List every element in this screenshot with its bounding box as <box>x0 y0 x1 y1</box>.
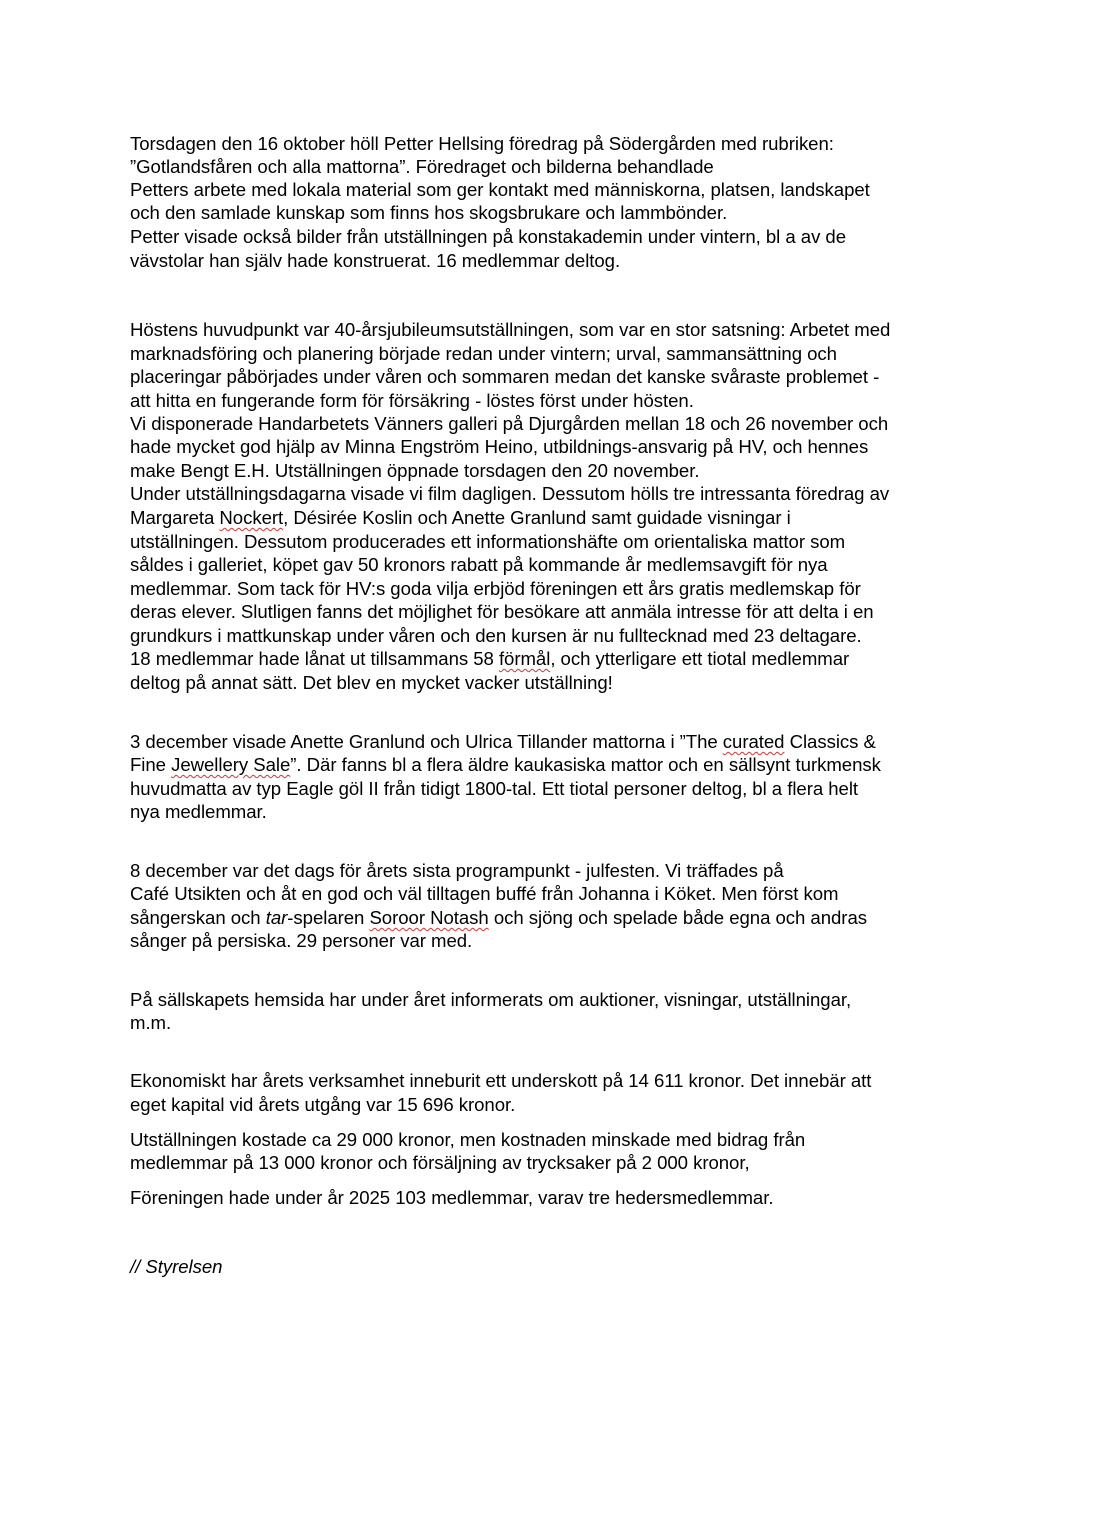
paragraph-2-line-8: Under utställningsdagarna visade vi film dagligen. Dessutom hölls tre intressanta föredrag av <box>130 483 890 504</box>
paragraph-2-line-6: hade mycket god hjälp av Minna Engström Heino, utbildnings-ansvarig på HV, och hennes <box>130 436 869 457</box>
spellcheck-word-soroor-notash[interactable]: Soroor Notash <box>369 907 489 928</box>
paragraph-1-line-6: vävstolar han själv hade konstruerat. 16 medlemmar deltog. <box>130 250 621 271</box>
paragraph-2-line-9 <box>130 507 791 529</box>
paragraph-2-line-13: deras elever. Slutligen fanns det möjlighet för besökare att anmäla intresse för att delta i en <box>130 601 874 622</box>
paragraph-2-line-4: att hitta en fungerande form för försäkring - löstes först under hösten. <box>130 390 694 411</box>
paragraph-3-line-2 <box>130 754 881 776</box>
paragraph-2-line-16: deltog på annat sätt. Det blev en mycket vacker utställning! <box>130 672 613 693</box>
spellcheck-word-jewellery-sale[interactable]: Jewellery Sale <box>171 754 291 775</box>
text-segment: sångerskan och <box>130 907 266 928</box>
text-segment: Classics & <box>784 731 876 752</box>
paragraph-2-line-3: placeringar påbörjades under våren och sommaren medan det kanske svåraste problemet - <box>130 366 880 387</box>
italic-word-tar: tar <box>265 907 288 928</box>
paragraph-2-line-14: grundkurs i mattkunskap under våren och den kursen är nu fulltecknad med 23 deltagare. <box>130 625 862 646</box>
paragraph-8-line-1: Föreningen hade under år 2025 103 medlemmar, varav tre hedersmedlemmar. <box>130 1187 774 1208</box>
paragraph-1-line-1: Torsdagen den 16 oktober höll Petter Hellsing föredrag på Södergården med rubriken: <box>130 133 834 154</box>
paragraph-7-line-2: medlemmar på 13 000 kronor och försäljning av trycksaker på 2 000 kronor, <box>130 1152 750 1173</box>
paragraph-1-line-5: Petter visade också bilder från utställningen på konstakademin under vintern, bl a av de <box>130 226 847 247</box>
paragraph-2-line-12: medlemmar. Som tack för HV:s goda vilja erbjöd föreningen ett års gratis medlemskap för <box>130 578 861 599</box>
paragraph-5-line-2: m.m. <box>130 1012 172 1033</box>
text-segment: Fine <box>130 754 172 775</box>
paragraph-5-line-1: På sällskapets hemsida har under året informerats om auktioner, visningar, utställningar, <box>130 989 852 1010</box>
paragraph-2-line-7: make Bengt E.H. Utställningen öppnade torsdagen den 20 november. <box>130 460 700 481</box>
paragraph-4-line-2: Café Utsikten och åt en god och väl tilltagen buffé från Johanna i Köket. Men först kom <box>130 883 839 904</box>
spellcheck-word-curated[interactable]: curated <box>722 731 785 752</box>
paragraph-1-line-2: ”Gotlandsfåren och alla mattorna”. Föredraget och bilderna behandlade <box>130 156 714 177</box>
text-segment: , Désirée Koslin och Anette Granlund samt guidade visningar i <box>283 507 791 528</box>
text-segment: ”. Där fanns bl a flera äldre kaukasiska mattor och en sällsynt turkmensk <box>290 754 881 775</box>
paragraph-7-line-1: Utställningen kostade ca 29 000 kronor, men kostnaden minskade med bidrag från <box>130 1129 806 1150</box>
paragraph-4-line-4: sånger på persiska. 29 personer var med. <box>130 930 473 951</box>
paragraph-2-line-15 <box>130 648 849 670</box>
paragraph-1-line-3: Petters arbete med lokala material som ger kontakt med människorna, platsen, landskapet <box>130 179 870 200</box>
paragraph-6-line-1: Ekonomiskt har årets verksamhet inneburit ett underskott på 14 611 kronor. Det innebär att <box>130 1070 872 1091</box>
paragraph-2-line-10: utställningen. Dessutom producerades ett informationshäfte om orientaliska mattor som <box>130 531 846 552</box>
signature: // Styrelsen <box>130 1256 223 1277</box>
paragraph-3-line-3: huvudmatta av typ Eagle göl II från tidigt 1800-tal. Ett tiotal personer deltog, bl a flera helt <box>130 778 859 799</box>
text-segment: 3 december visade Anette Granlund och Ulrica Tillander mattorna i ”The <box>130 731 723 752</box>
text-segment: , och ytterligare ett tiotal medlemmar <box>550 648 850 669</box>
paragraph-2-line-5: Vi disponerade Handarbetets Vänners galleri på Djurgården mellan 18 och 26 november och <box>130 413 889 434</box>
paragraph-3-line-4: nya medlemmar. <box>130 801 267 822</box>
text-segment: 18 medlemmar hade lånat ut tillsammans 58 <box>130 648 499 669</box>
spellcheck-word-formal[interactable]: förmål <box>498 648 551 669</box>
text-segment: Margareta <box>130 507 220 528</box>
paragraph-2-line-11: såldes i galleriet, köpet gav 50 kronors rabatt på kommande år medlemsavgift för nya <box>130 554 828 575</box>
paragraph-4-line-1: 8 december var det dags för årets sista programpunkt - julfesten. Vi träffades på <box>130 860 784 881</box>
paragraph-4-line-3 <box>130 907 867 929</box>
spellcheck-word-nockert[interactable]: Nockert <box>219 507 284 528</box>
text-segment: och sjöng och spelade både egna och andras <box>488 907 867 928</box>
paragraph-6-line-2: eget kapital vid årets utgång var 15 696 kronor. <box>130 1094 516 1115</box>
paragraph-2-line-1: Höstens huvudpunkt var 40-årsjubileumsutställningen, som var en stor satsning: Arbetet med <box>130 319 891 340</box>
paragraph-3-line-1 <box>130 731 876 753</box>
paragraph-1-line-4: och den samlade kunskap som finns hos skogsbrukare och lammbönder. <box>130 202 728 223</box>
text-segment: -spelaren <box>287 907 370 928</box>
paragraph-2-line-2: marknadsföring och planering började redan under vintern; urval, sammansättning och <box>130 343 837 364</box>
